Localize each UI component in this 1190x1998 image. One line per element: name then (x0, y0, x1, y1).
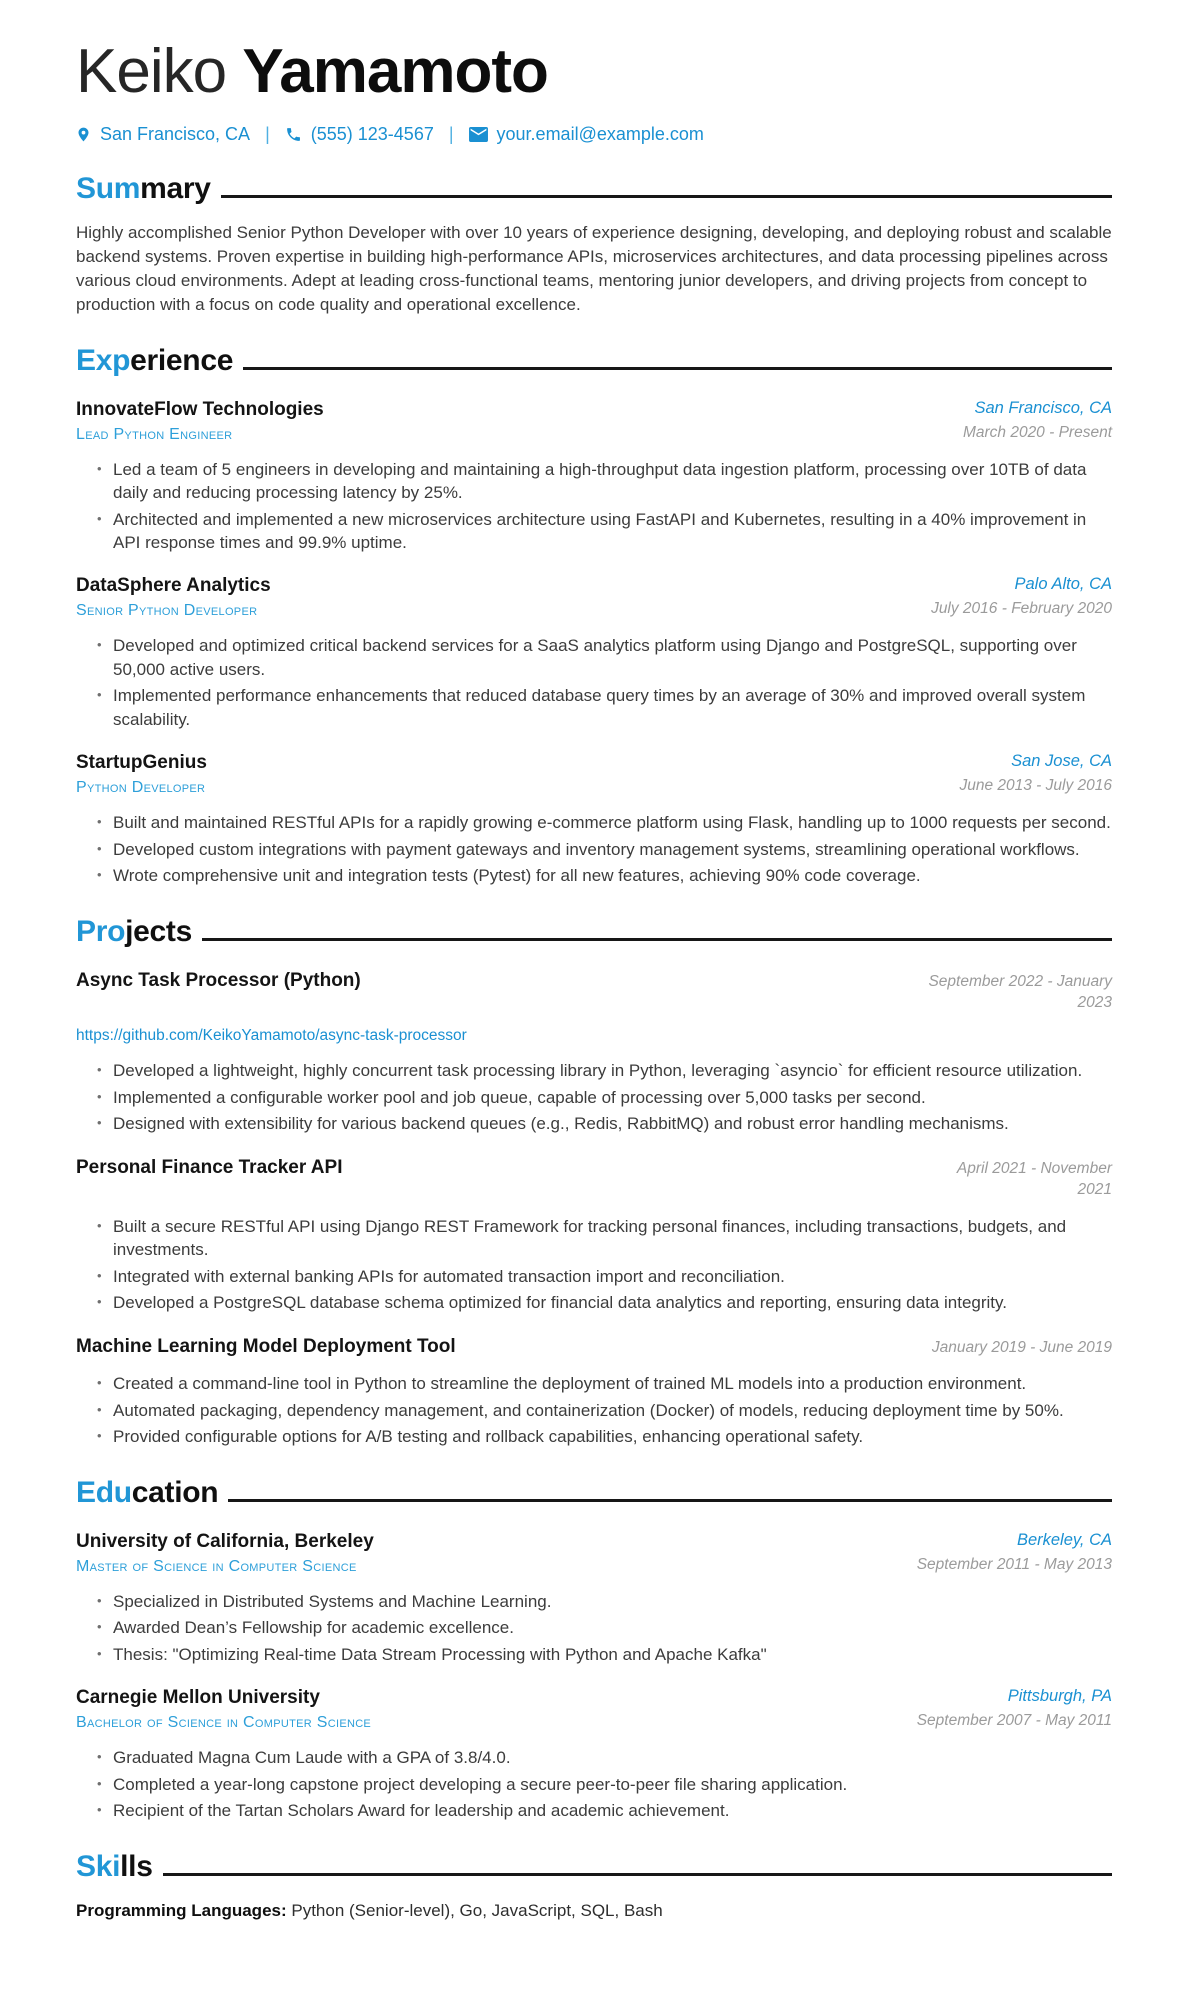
bullet-item: • Led a team of 5 engineers in developing and maintaining a high-throughput data ingestion platform, processing over 10TB of data daily and reducing processing latency by 25%. (97, 458, 1112, 505)
title-rule (228, 1499, 1112, 1502)
bullet-list (76, 1215, 1112, 1315)
job-title: Lead Python Engineer (76, 425, 233, 443)
title-rest: erience (130, 343, 234, 377)
bullet-item: • Developed a PostgreSQL database schema optimized for financial data analytics and reporting, ensuring data integrity. (97, 1291, 1112, 1314)
summary-title (76, 172, 1112, 206)
bullet-item: • Developed a lightweight, highly concurrent task processing library in Python, leveraging `asyncio` for efficient resource utilization. (97, 1059, 1112, 1082)
bullet-item: • Developed and optimized critical backend services for a SaaS analytics platform using Django and PostgreSQL, supporting over 50,000 active users. (97, 634, 1112, 681)
title-accent: Exp (76, 343, 131, 377)
job-dates: March 2020 - Present (962, 423, 1112, 441)
company-name: InnovateFlow Technologies (76, 398, 324, 420)
bullet-item: • Recipient of the Tartan Scholars Award for leadership and academic achievement. (97, 1799, 1112, 1822)
summary-text: Highly accomplished Senior Python Developer with over 10 years of experience designing, developing, and deploying robust and scalable backend systems. Proven expertise in building high-performance APIs, microservices architectures, and data processing pipelines across various cloud environments. Adept at leading cross-functional teams, mentoring junior developers, and driving projects from concept to production with a focus on code quality and operational excellence. (76, 223, 1112, 314)
project-entry (76, 1336, 1112, 1449)
job-location: San Jose, CA (1011, 752, 1112, 771)
education-entry (76, 1687, 1112, 1822)
contact-email (469, 124, 704, 145)
section-skills (76, 1850, 1112, 1921)
phone-icon (285, 126, 302, 143)
entry-header (76, 575, 1112, 620)
title-rule (243, 367, 1112, 370)
bullet-item: • Built a secure RESTful API using Django REST Framework for tracking personal finances, including transactions, budgets, and investments. (97, 1215, 1112, 1262)
contact-phone (285, 124, 434, 145)
bullet-item: • Wrote comprehensive unit and integration tests (Pytest) for all new features, achieving 90% code coverage. (97, 864, 1112, 887)
contact-location (76, 124, 250, 145)
bullet-item: • Integrated with external banking APIs for automated transaction import and reconciliation. (97, 1265, 1112, 1288)
project-title: Machine Learning Model Deployment Tool (76, 1335, 456, 1357)
section-summary (76, 172, 1112, 316)
degree: Master of Science in Computer Science (76, 1557, 357, 1575)
project-title: Async Task Processor (Python) (76, 969, 361, 991)
title-rest: mary (140, 172, 211, 206)
bullet-item: • Graduated Magna Cum Laude with a GPA of 3.8/4.0. (97, 1746, 1112, 1769)
section-education (76, 1476, 1112, 1823)
job-title: Senior Python Developer (76, 602, 258, 620)
title-accent: Edu (76, 1475, 132, 1509)
title-accent: Sum (76, 172, 141, 206)
skills-line (76, 1901, 1112, 1921)
bullet-item: • Implemented a configurable worker pool and job queue, capable of processing over 5,000 tasks per second. (97, 1086, 1112, 1109)
bullet-list (76, 634, 1112, 731)
school-dates: September 2011 - May 2013 (916, 1555, 1112, 1573)
entry-header (76, 399, 1112, 444)
entry-header (76, 1336, 1112, 1359)
school-name: Carnegie Mellon University (76, 1687, 320, 1709)
school-location: Pittsburgh, PA (1007, 1687, 1112, 1706)
experience-entry (76, 752, 1112, 887)
degree: Bachelor of Science in Computer Science (76, 1714, 372, 1732)
bullet-list (76, 1746, 1112, 1822)
title-rest: cation (131, 1475, 219, 1509)
title-rule (202, 938, 1112, 941)
location-text: San Francisco, CA (100, 124, 251, 145)
job-location: Palo Alto, CA (1014, 575, 1112, 594)
school-name: University of California, Berkeley (76, 1530, 374, 1552)
project-entry (76, 1157, 1112, 1315)
person-name (76, 37, 1112, 106)
entry-header (76, 752, 1112, 797)
education-title (76, 1476, 1112, 1510)
company-name: DataSphere Analytics (76, 575, 271, 597)
bullet-list (76, 1372, 1112, 1448)
bullet-item: • Awarded Dean’s Fellowship for academic excellence. (97, 1616, 1112, 1639)
bullet-item: • Implemented performance enhancements that reduced database query times by an average of 30% and improved overall system scalability. (97, 684, 1112, 731)
section-projects (76, 915, 1112, 1449)
bullet-list (76, 811, 1112, 887)
bullet-item: • Automated packaging, dependency management, and containerization (Docker) of models, reducing deployment time by 50%. (97, 1399, 1112, 1422)
bullet-item: • Designed with extensibility for various backend queues (e.g., Redis, RabbitMQ) and robust error handling mechanisms. (97, 1112, 1112, 1135)
company-name: StartupGenius (76, 752, 207, 774)
project-dates: April 2021 - November 2021 (956, 1159, 1112, 1198)
skills-category-label: Programming Languages: (76, 1900, 287, 1920)
bullet-item: • Created a command-line tool in Python to streamline the deployment of trained ML models into a production environment. (97, 1372, 1112, 1395)
bullet-item: • Completed a year-long capstone project developing a secure peer-to-peer file sharing application. (97, 1773, 1112, 1796)
skills-title (76, 1850, 1112, 1884)
bullet-list (76, 1059, 1112, 1135)
last-name: Yamamoto (242, 37, 548, 106)
map-pin-icon (76, 125, 91, 144)
experience-title (76, 344, 1112, 378)
section-experience (76, 344, 1112, 888)
bullet-list (76, 1590, 1112, 1666)
title-rule (163, 1873, 1112, 1876)
contact-separator: | (448, 124, 454, 145)
job-location: San Francisco, CA (974, 398, 1112, 417)
project-link[interactable]: https://github.com/KeikoYamamoto/async-task-processor (76, 1027, 467, 1045)
contact-separator: | (265, 124, 270, 145)
bullet-list (76, 458, 1112, 555)
job-dates: June 2013 - July 2016 (959, 777, 1112, 795)
project-dates: September 2022 - January 2023 (928, 972, 1112, 1011)
title-rest: jects (125, 914, 193, 948)
bullet-item: • Thesis: "Optimizing Real-time Data Stream Processing with Python and Apache Kafka" (97, 1643, 1112, 1666)
school-location: Berkeley, CA (1016, 1530, 1112, 1549)
contact-row (76, 124, 1112, 145)
projects-title (76, 915, 1112, 949)
job-title: Python Developer (76, 779, 206, 797)
bullet-item: • Developed custom integrations with payment gateways and inventory management systems, streamlining operational workflows. (97, 838, 1112, 861)
title-accent: Pro (76, 914, 126, 948)
education-entry (76, 1531, 1112, 1666)
experience-entry (76, 575, 1112, 731)
bullet-item: • Provided configurable options for A/B testing and rollback capabilities, enhancing operational safety. (97, 1425, 1112, 1448)
title-rule (221, 195, 1112, 198)
entry-header (76, 1531, 1112, 1576)
bullet-item: • Specialized in Distributed Systems and Machine Learning. (97, 1590, 1112, 1613)
school-dates: September 2007 - May 2011 (916, 1712, 1112, 1730)
experience-entry (76, 399, 1112, 555)
title-accent: Ski (76, 1849, 121, 1883)
email-text: your.email@example.com (496, 124, 704, 145)
bullet-item: • Built and maintained RESTful APIs for a rapidly growing e-commerce platform using Flask, handling up to 1000 requests per second. (97, 811, 1112, 834)
envelope-icon (469, 127, 488, 142)
project-entry (76, 970, 1112, 1136)
entry-header (76, 1157, 1112, 1201)
title-rest: lls (120, 1849, 153, 1883)
project-dates: January 2019 - June 2019 (931, 1338, 1112, 1356)
skills-category-value: Python (Senior-level), Go, JavaScript, SQL, Bash (291, 1900, 663, 1920)
bullet-item: • Architected and implemented a new microservices architecture using FastAPI and Kubernetes, resulting in a 40% improvement in API response times and 99.9% uptime. (97, 508, 1112, 555)
project-title: Personal Finance Tracker API (76, 1156, 343, 1178)
resume-header (76, 37, 1112, 145)
entry-header (76, 970, 1112, 1014)
entry-header (76, 1687, 1112, 1732)
job-dates: July 2016 - February 2020 (931, 600, 1112, 618)
first-name: Keiko (76, 37, 227, 106)
phone-text: (555) 123-4567 (310, 124, 434, 145)
